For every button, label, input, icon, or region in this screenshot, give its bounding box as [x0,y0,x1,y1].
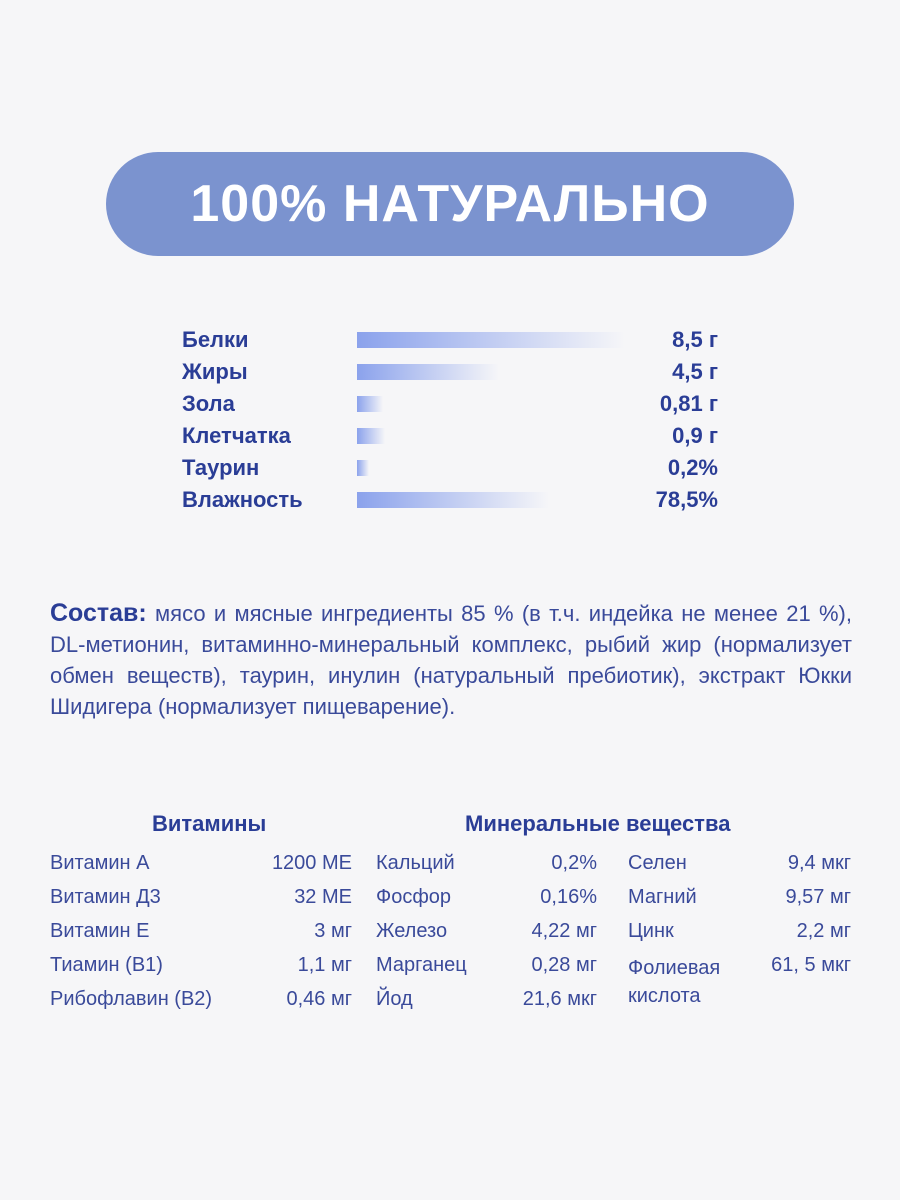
nutrition-row [182,452,722,484]
nutrition-row [182,484,722,516]
mineral-name: Фолиевая кислота [628,957,721,1007]
list-item [376,954,597,988]
composition-text: мясо и мясные ингредиенты 85 % (в т.ч. индейка не менее 21 %), DL-метионин, витаминно-минеральный комплекс, рыбий жир (нормализует обмен веществ), таурин, инулин (натуральный пребиотик), экстракт Юкки Шидигера (нормализует пищеварение). [50,601,852,719]
mineral-value: 61, 5 мкг [771,954,851,976]
vitamin-value: 0,46 мг [286,988,352,1010]
mineral-value: 0,2% [551,852,597,874]
mineral-name: Кальций [376,852,455,874]
mineral-value: 2,2 мг [796,920,851,942]
nutrition-value: 78,5% [655,487,718,512]
vitamin-value: 3 мг [314,920,352,942]
vitamin-name: Витамин Д3 [50,886,161,908]
mineral-value: 9,4 мкг [787,852,851,874]
nutrition-row [182,388,722,420]
vitamin-name: Тиамин (В1) [50,954,163,976]
mineral-value: 0,16% [540,886,597,908]
mineral-value: 0,28 мг [531,954,597,976]
vitamin-name: Витамин А [50,852,150,874]
mineral-name: Йод [376,988,413,1010]
title-banner [106,152,794,256]
nutrition-table [182,324,722,516]
list-item [50,988,352,1022]
list-item [376,886,597,920]
nutrition-label: Таурин [182,455,260,480]
list-item [628,920,851,954]
list-item [50,920,352,954]
vitamin-value: 1,1 мг [297,954,352,976]
mineral-name: Фосфор [376,886,452,908]
list-item [376,852,597,886]
nutrition-label: Клетчатка [182,423,291,448]
mineral-name: Магний [628,886,697,908]
mineral-name: Селен [628,852,687,874]
nutrition-bar [357,460,369,476]
nutrition-value: 0,9 г [672,423,718,448]
minerals-list-1 [376,852,597,1022]
nutrition-row [182,420,722,452]
nutrition-row [182,324,722,356]
list-item [50,886,352,920]
nutrition-bar [357,332,625,348]
nutrition-row [182,356,722,388]
mineral-name: Железо [376,920,448,942]
mineral-value: 4,22 мг [531,920,597,942]
list-item [628,852,851,886]
list-item [628,954,851,1014]
nutrition-label: Жиры [182,359,248,384]
nutrition-value: 4,5 г [672,359,718,384]
list-item [628,886,851,920]
list-item [376,988,597,1022]
minerals-heading: Минеральные вещества [465,811,731,836]
minerals-list-2 [628,852,851,1014]
nutrition-label: Влажность [182,487,303,512]
nutrition-bar [357,428,385,444]
vitamin-name: Рибофлавин (В2) [50,988,213,1010]
nutrition-value: 8,5 г [672,327,718,352]
vitamin-value: 1200 МЕ [271,852,352,874]
list-item [50,954,352,988]
nutrition-label: Зола [182,391,235,416]
composition-paragraph [50,598,852,722]
nutrition-bar [357,492,549,508]
vitamins-heading: Витамины [152,811,267,836]
composition-lead: Состав: [50,599,147,627]
nutrition-value: 0,81 г [659,391,718,416]
mineral-value: 9,57 мг [785,886,851,908]
banner-title: 100% НАТУРАЛЬНО [190,175,710,233]
nutrition-bar [357,364,499,380]
vitamin-value: 32 МЕ [294,886,352,908]
nutrition-bar [357,396,383,412]
nutrition-value: 0,2% [667,455,718,480]
vitamin-name: Витамин Е [50,920,150,942]
mineral-name: Цинк [628,920,674,942]
nutrition-label: Белки [182,327,249,352]
mineral-name: Марганец [376,954,467,976]
list-item [50,852,352,886]
mineral-value: 21,6 мкг [522,988,597,1010]
vitamins-list [50,852,352,1022]
list-item [376,920,597,954]
